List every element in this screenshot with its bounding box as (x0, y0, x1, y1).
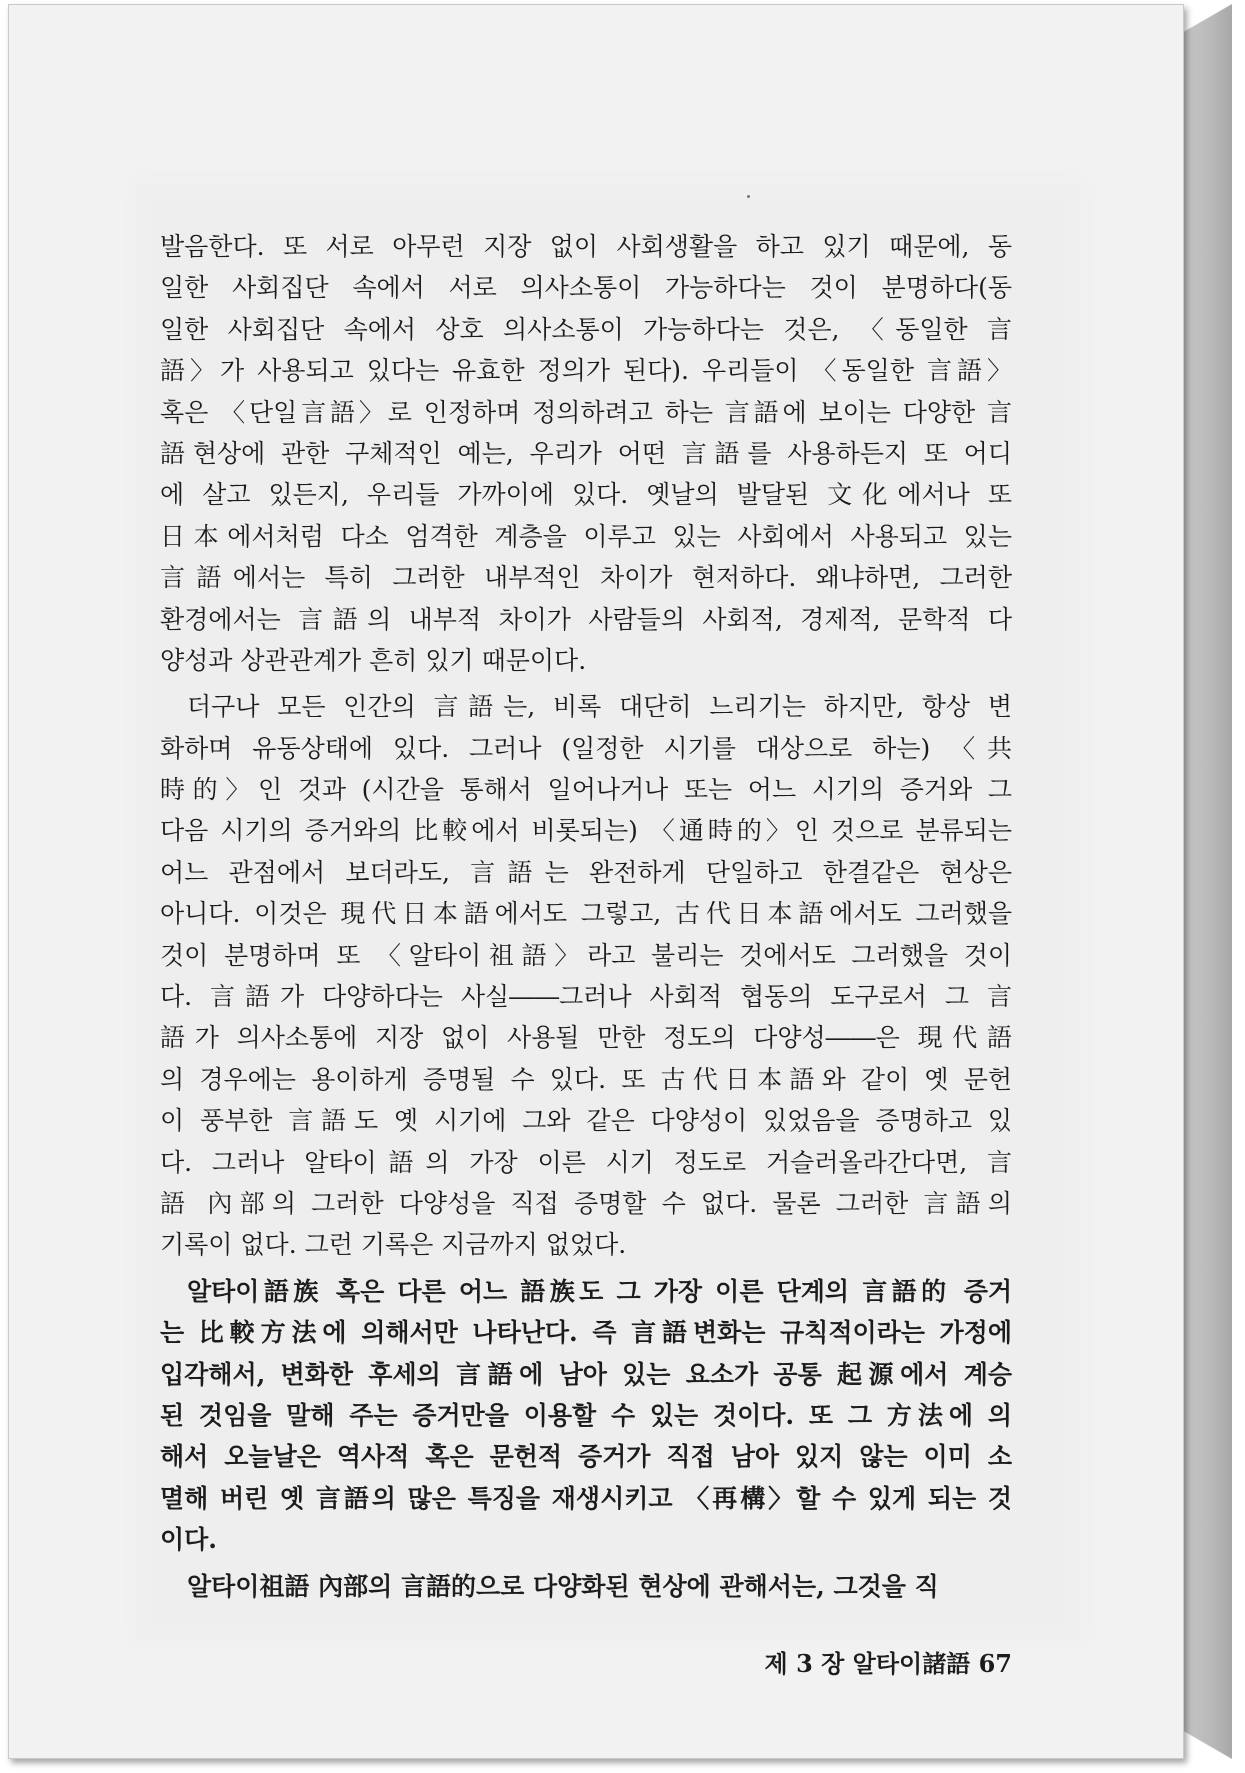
text-line: 일한 사회집단 속에서 서로 의사소통이 가능하다는 것이 분명하다(동 (160, 273, 1012, 303)
text-line: 이 풍부한 言語도 옛 시기에 그와 같은 다양성이 있었음을 증명하고 있 (160, 1106, 1012, 1136)
text-line: 語 內部의 그러한 다양성을 직접 증명할 수 없다. 물론 그러한 言語의 (160, 1188, 1012, 1218)
text-line: 語현상에 관한 구체적인 예는, 우리가 어떤 言語를 사용하든지 또 어디 (160, 438, 1012, 468)
paragraph (160, 226, 1012, 681)
text-line: 다. 그러나 알타이語의 가장 이른 시기 정도로 거슬러올라간다면, 言 (160, 1147, 1012, 1177)
text-line: 양성과 상관관계가 흔히 있기 때문이다. (160, 645, 587, 675)
paragraph (160, 1566, 1012, 1607)
text-line: 해서 오늘날은 역사적 혹은 문헌적 증거가 직접 남아 있지 않는 이미 소 (160, 1442, 1012, 1472)
print-speck (747, 195, 750, 198)
text-line: 言語에서는 특히 그러한 내부적인 차이가 현저하다. 왜냐하면, 그러한 (160, 563, 1012, 593)
text-line: 어느 관점에서 보더라도, 言語는 완전하게 단일하고 한결같은 현상은 (160, 857, 1012, 887)
text-line: 일한 사회집단 속에서 상호 의사소통이 가능하다는 것은, 〈동일한 言 (160, 314, 1012, 344)
text-line: 는 比較方法에 의해서만 나타난다. 즉 言語변화는 규칙적이라는 가정에 (160, 1318, 1012, 1348)
text-line: 알타이祖語 內部의 言語的으로 다양화된 현상에 관해서는, 그것을 직 (187, 1571, 939, 1601)
text-line: 아니다. 이것은 現代日本語에서도 그렇고, 古代日本語에서도 그러했을 (160, 899, 1012, 929)
running-footer: 제 3 장 알타이諸語 67 (764, 1649, 1012, 1678)
text-line: 時的〉인 것과 (시간을 통해서 일어나거나 또는 어느 시기의 증거와 그 (160, 775, 1012, 805)
text-line: 환경에서는 言語의 내부적 차이가 사람들의 사회적, 경제적, 문학적 다 (160, 604, 1012, 634)
text-line: 혹은 〈단일言語〉로 인정하며 정의하려고 하는 言語에 보이는 다양한 言 (160, 397, 1012, 427)
page-stack-edge-top (1180, 4, 1232, 34)
text-line: 의 경우에는 용이하게 증명될 수 있다. 또 古代日本語와 같이 옛 문헌 (160, 1064, 1012, 1094)
text-line: 기록이 없다. 그런 기록은 지금까지 없었다. (160, 1230, 627, 1260)
text-line: 멸해 버린 옛 言語의 많은 특징을 재생시키고 〈再構〉할 수 있게 되는 것 (160, 1483, 1012, 1513)
text-line: 더구나 모든 인간의 言語는, 비록 대단히 느리기는 하지만, 항상 변 (187, 692, 1012, 722)
text-line: 입각해서, 변화한 후세의 言語에 남아 있는 요소가 공통 起源에서 계승 (160, 1359, 1012, 1389)
text-line: 語〉가 사용되고 있다는 유효한 정의가 된다). 우리들이 〈동일한 言語〉 (160, 356, 1012, 386)
paragraph (160, 686, 1012, 1265)
paragraph (160, 1271, 1012, 1561)
text-line: 발음한다. 또 서로 아무런 지장 없이 사회생활을 하고 있기 때문에, 동 (160, 232, 1012, 261)
text-line: 다. 言語가 다양하다는 사실――그러나 사회적 협동의 도구로서 그 言 (160, 982, 1012, 1012)
text-line: 이다. (160, 1525, 218, 1555)
text-line: 알타이語族 혹은 다른 어느 語族도 그 가장 이른 단계의 言語的 증거 (187, 1276, 1012, 1306)
text-line: 日本에서처럼 다소 엄격한 계층을 이루고 있는 사회에서 사용되고 있는 (160, 521, 1012, 551)
text-line: 것이 분명하며 또 〈알타이祖語〉라고 불리는 것에서도 그러했을 것이 (160, 940, 1012, 970)
text-line: 다음 시기의 증거와의 比較에서 비롯되는) 〈通時的〉인 것으로 분류되는 (160, 816, 1012, 846)
text-line: 된 것임을 말해 주는 증거만을 이용할 수 있는 것이다. 또 그 方法에 의 (160, 1400, 1012, 1430)
page-stack-edge-bottom (1180, 1729, 1232, 1759)
body-text (160, 226, 1012, 1607)
text-line: 화하며 유동상태에 있다. 그러나 (일정한 시기를 대상으로 하는) 〈共 (160, 733, 1012, 763)
text-line: 에 살고 있든지, 우리들 가까이에 있다. 옛날의 발달된 文化에서나 또 (160, 480, 1012, 510)
page-stack-edge (1180, 4, 1232, 1759)
text-line: 語가 의사소통에 지장 없이 사용될 만한 정도의 다양성――은 現代語 (160, 1023, 1012, 1053)
